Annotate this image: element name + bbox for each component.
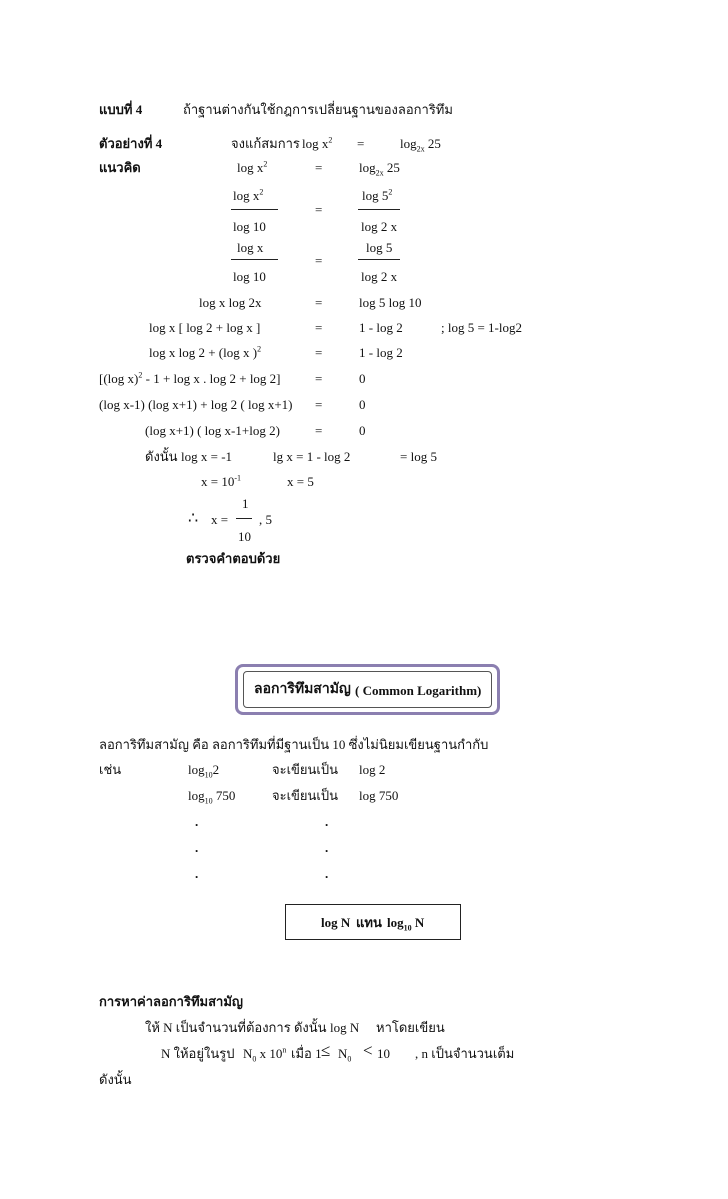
frac1-num-right: $\log 5^2$ (362, 187, 393, 203)
row-f-right: 0 (359, 423, 366, 438)
row-f-left: (log x+1) ( log x-1+log 2) (145, 423, 280, 438)
ellipsis-dot: . (195, 840, 199, 855)
example-word: เช่น (99, 762, 122, 777)
scientific-form: $N_0$ x 10$^n$ (243, 1045, 287, 1064)
ellipsis-dot: . (325, 866, 329, 881)
frac-ten: 10 (238, 529, 251, 544)
finding-when: เมื่อ 1 (291, 1046, 322, 1061)
equals-sign: = (315, 295, 323, 310)
row-b-note: ; log 5 = 1-log2 (441, 320, 522, 335)
row-a-right: log 5 log 10 (359, 295, 422, 310)
row-b-left: log x [ log 2 + log x ] (149, 320, 261, 335)
frac2-num-left: log x (237, 240, 264, 255)
concept-label: แนวคิด (99, 160, 141, 175)
equals-sign: = (315, 371, 323, 386)
x-equals-five: x = 5 (287, 474, 314, 489)
section-title-english: ( Common Logarithm) (355, 683, 482, 698)
row-d-right: 0 (359, 371, 366, 386)
equals-sign: = (315, 202, 323, 217)
row-c-right: 1 - log 2 (359, 345, 403, 360)
final-comma-five: , 5 (259, 512, 272, 527)
fraction-bar (358, 259, 400, 260)
finding-line3: ดังนั้น (99, 1072, 132, 1087)
lt-symbol: < (363, 1041, 373, 1060)
solution-3: = log 5 (400, 449, 437, 464)
x-equals-ten-power: $x = 10^{-1}$ (201, 473, 242, 489)
solution-1: log x = -1 (181, 449, 233, 464)
example-text: จงแก้สมการ (231, 136, 300, 151)
check-answer-note: ตรวจคำตอบด้วย (186, 551, 281, 566)
equals-sign: = (315, 160, 323, 175)
equals-sign: = (315, 320, 323, 335)
step1-left: $\log x^2$ (237, 159, 268, 175)
finding-line2-end: , n เป็นจำนวนเต็ม (415, 1046, 515, 1061)
equals-sign: = (357, 136, 365, 151)
example1-result: log 2 (359, 762, 386, 777)
equals-sign: = (315, 345, 323, 360)
finding-line1-c: หาโดยเขียน (376, 1020, 445, 1035)
written-as: จะเขียนเป็น (272, 762, 339, 777)
frac1-den-right: log 2 x (361, 219, 398, 234)
row-e-left: (log x-1) (log x+1) + log 2 ( log x+1) (99, 397, 293, 412)
row-d-left: [(log x)$^2$ - 1 + log x . log 2 + log 2] (99, 370, 281, 386)
finding-line1-a: ให้ N เป็นจำนวนที่ต้องการ ดังนั้น (145, 1020, 327, 1035)
frac-one: 1 (242, 496, 249, 511)
row-b-right: 1 - log 2 (359, 320, 403, 335)
equals-sign: = (315, 253, 323, 268)
equation-rhs: $\log_{2x} 25$ (400, 136, 441, 154)
example2-result: log 750 (359, 788, 399, 803)
frac1-den-left: log 10 (233, 219, 266, 234)
equation-lhs: $\log x^2$ (302, 135, 333, 151)
example-label: ตัวอย่างที่ 4 (99, 136, 163, 151)
fraction-bar (231, 209, 278, 210)
equals-sign: = (315, 397, 323, 412)
ellipsis-dot: . (195, 866, 199, 881)
fraction-bar (358, 209, 400, 210)
finding-line1-b: log N (330, 1020, 360, 1035)
le-symbol: ≤ (321, 1041, 331, 1060)
notation-middle: แทน (356, 915, 382, 930)
type-text: ถ้าฐานต่างกันใช้กฎการเปลี่ยนฐานของลอการิทึม (183, 102, 453, 117)
example1-expr: $\log_{10}2$ (188, 762, 220, 780)
equals-sign: = (315, 423, 323, 438)
upper-bound: 10 (377, 1046, 390, 1061)
final-x-equals: x = (211, 512, 229, 527)
finding-heading: การหาค่าลอการิทึมสามัญ (99, 994, 243, 1009)
frac2-num-right: log 5 (366, 240, 393, 255)
row-c-left: log x log 2 + (log x )$^2$ (149, 344, 262, 360)
definition-text: ลอการิทึมสามัญ คือ ลอการิทึมที่มีฐานเป็น 10 ซึ่งไม่นิยมเขียนฐานกำกับ (99, 737, 489, 752)
ellipsis-dot: . (325, 814, 329, 829)
frac2-den-right: log 2 x (361, 269, 398, 284)
finding-line2-a: N ให้อยู่ในรูป (161, 1046, 235, 1061)
n0-symbol: $N_0$ (338, 1046, 352, 1064)
frac2-den-left: log 10 (233, 269, 266, 284)
therefore-symbol: ∴ (188, 510, 199, 527)
section-title-thai: ลอการิทึมสามัญ (254, 682, 351, 697)
row-a-left: log x log 2x (199, 295, 262, 310)
row-e-right: 0 (359, 397, 366, 412)
solution-2: lg x = 1 - log 2 (273, 449, 351, 464)
therefore-word: ดังนั้น (145, 449, 178, 464)
ellipsis-dot: . (195, 814, 199, 829)
example2-expr: $\log_{10} 750$ (188, 788, 236, 806)
notation-right: $\log_{10} N$ (387, 915, 425, 933)
step1-right: $\log_{2x} 25$ (359, 160, 400, 178)
type-label: แบบที่ 4 (99, 102, 143, 117)
fraction-bar (231, 259, 278, 260)
notation-left: log N (321, 915, 351, 930)
fraction-bar (236, 518, 252, 519)
written-as: จะเขียนเป็น (272, 788, 339, 803)
frac1-num-left: $\log x^2$ (233, 187, 264, 203)
ellipsis-dot: . (325, 840, 329, 855)
